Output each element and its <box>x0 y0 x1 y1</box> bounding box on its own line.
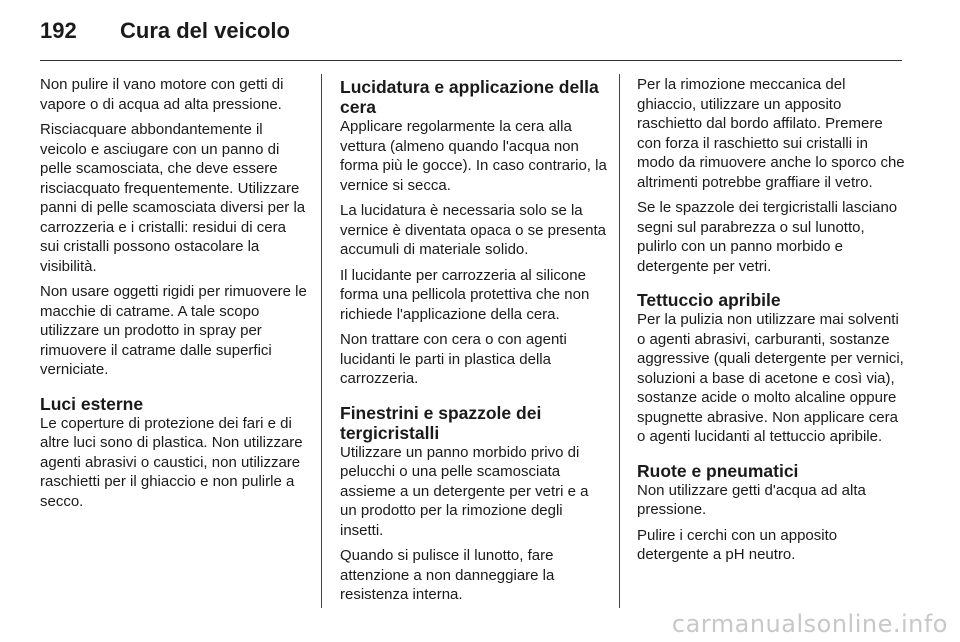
column-divider <box>619 74 620 608</box>
paragraph: Utilizzare un panno morbido privo di pelucchi o una pelle scamosciata assieme a un detergente per vetri e a un prodotto per la rimozione degli insetti. <box>340 443 589 539</box>
paragraph: Per la rimozione meccanica del ghiaccio, utilizzare un apposito raschietto dal bordo affilato. Premere con forza il raschietto sui cristalli in modo da rimuovere anche lo sporco che altrimenti potrebbe graffiare il vetro. <box>637 76 905 191</box>
paragraph: Non utilizzare getti d'acqua ad alta pressione. <box>637 481 866 518</box>
paragraph: Le coperture di protezione dei fari e di altre luci sono di plastica. Non utilizzare agenti abrasivi o caustici, non utilizzare raschietti per il ghiaccio e non pulirle a secco. <box>40 414 303 510</box>
paragraph: Quando si pulisce il lunotto, fare attenzione a non danneggiare la resistenza interna. <box>340 547 555 603</box>
section-heading-ruote: Ruote e pneumatici <box>637 460 799 481</box>
column-2 <box>340 75 608 611</box>
paragraph: La lucidatura è necessaria solo se la vernice è diventata opaca o se presenta accumuli di materiale solido. <box>340 202 607 258</box>
paragraph: Per la pulizia non utilizzare mai solventi o agenti abrasivi, carburanti, sostanze aggressive (quali detergente per vernici, soluzioni a base di acetone e così via), sostanze acide o molto alcaline oppure spugnette abrasive. Non applicare cera o agenti lucidanti al tettuccio apribile. <box>637 311 904 445</box>
section-heading-lucidatura: Lucidatura e applicazione della cera <box>340 77 599 117</box>
column-1 <box>40 75 308 517</box>
paragraph: Se le spazzole dei tergicristalli lasciano segni sul parabrezza o sul lunotto, pulirlo con un panno morbido e detergente per vetri. <box>637 199 898 275</box>
paragraph: Il lucidante per carrozzeria al silicone forma una pellicola protettiva che non richiede l'applicazione della cera. <box>340 266 590 323</box>
paragraph: Applicare regolarmente la cera alla vettura (almeno quando l'acqua non forma più le gocce). In caso contrario, la vernice si secca. <box>340 118 607 194</box>
section-heading-tettuccio: Tettuccio apribile <box>637 290 781 310</box>
paragraph: Non trattare con cera o con agenti lucidanti le parti in plastica della carrozzeria. <box>340 331 567 387</box>
paragraph: Non pulire il vano motore con getti di vapore o di acqua ad alta pressione. <box>40 76 284 113</box>
header-rule <box>40 60 902 61</box>
section-heading-luci-esterne: Luci esterne <box>40 393 144 414</box>
page-number: 192 <box>40 18 77 43</box>
paragraph: Risciacquare abbondantemente il veicolo e asciugare con un panno di pelle scamosciata, che deve essere risciacquato frequentemente. Utilizzare panni di pelle scamosciata diversi per la carrozzeria e i cristalli: residui di cera sui cristalli possono ostacolare la visibilità. <box>40 121 306 275</box>
watermark: carmanualsonline.info <box>671 610 948 638</box>
section-heading-finestrini: Finestrini e spazzole dei tergicristalli <box>340 402 542 443</box>
column-divider <box>321 74 322 608</box>
paragraph: Non usare oggetti rigidi per rimuovere le macchie di catrame. A tale scopo utilizzare un prodotto in spray per rimuovere il catrame dalle superfici verniciate. <box>40 283 307 378</box>
page-title: Cura del veicolo <box>120 18 290 43</box>
column-3 <box>637 75 905 571</box>
paragraph: Pulire i cerchi con un apposito detergente a pH neutro. <box>637 526 838 563</box>
